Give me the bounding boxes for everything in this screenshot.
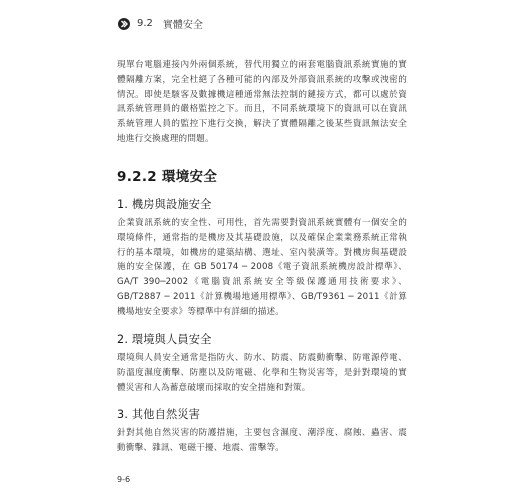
subsection-title-3: 3. 其他自然災害 — [117, 408, 201, 421]
page-number: 9-6 — [117, 475, 131, 484]
header-title: 實體安全 — [162, 20, 203, 31]
subsection-body-1: 企業資訊系統的安全性、可用性，首先需要對資訊系統實體有一個安全的環境條件，通常指的是機房及其基礎設施，以及確保企業業務系統正常執行的基本環境，如機房的建築結構、選址、室內裝潢等。對機房與基礎設施的安全保護，在 GB 50174 ─ 2008《電子資訊系統機房設計標準》、GA/T 390─2002《電腦資訊系統安全等級保護通用技術要求》、GB/T2887 ─ 2011《計算機場地通用標準》、GB/T9361 ─ 2011《計算機場地安全要求》等標準中有詳細的描述。 — [117, 218, 407, 317]
subsection-body-2: 環境與人員安全通常是指防火、防水、防震、防震動衝擊、防電源停電、防溫度濕度衝擊、防塵以及防電磁、化學和生物災害等，是針對環境的實體災害和人為蓄意破壞而採取的安全措施和對策。 — [117, 353, 407, 393]
running-header — [117, 16, 203, 31]
subsection-title-1: 1. 機房與設施安全 — [117, 198, 212, 211]
subsection-body-3: 針對其他自然災害的防護措施，主要包含濕度、潮浮度、腐蝕、蟲害、震動衝擊、雜訊、電磁干擾、地震、雷擊等。 — [117, 428, 407, 453]
header-section-number: 9.2 — [137, 18, 153, 29]
section-title: 9.2.2 環境安全 — [117, 169, 218, 185]
subsection-title-2: 2. 環境與人員安全 — [117, 333, 212, 346]
intro-paragraph: 現單台電腦連接內外兩個系統，替代用獨立的兩套電腦資訊系統實施的實體隔離方案，完全杜絕了各種可能的內部及外部資訊系統的攻擊或洩密的情況。即使是駭客及數據機這種通常無法控制的鏈接方式，都可以處於資訊系統管理員的嚴格監控之下。而且，不同系統環境下的資訊可以在資訊系統管理人員的監控下進行交換，解決了實體隔離之後某些資訊無法安全地進行交換處理的問題。 — [117, 60, 407, 144]
chevron-circle-icon — [117, 17, 131, 31]
